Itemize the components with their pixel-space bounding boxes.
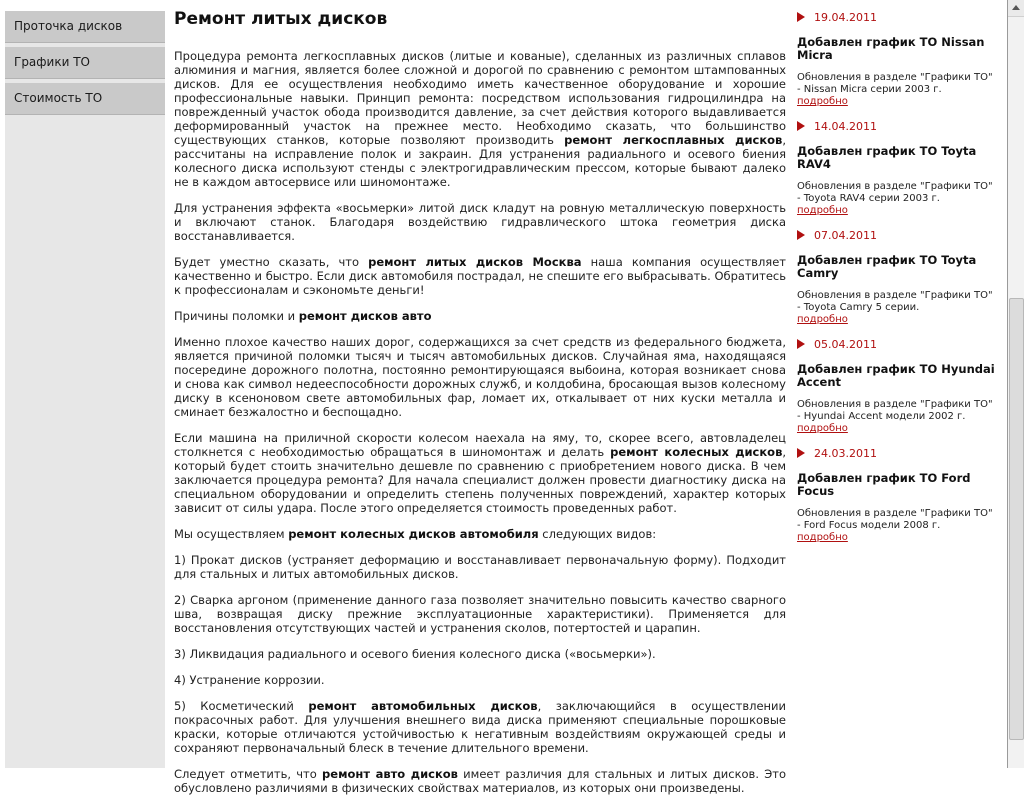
list-item-2: 2) Сварка аргоном (применение данного газа позволяет значительно повысить качество сварного шва, возвращая диску прежние эксплуатационные характеристики). Применяется для восстановления отсутствующих частей и устранения сколов, потертостей и царапин.	[174, 593, 786, 635]
news-date: 07.04.2011	[797, 229, 997, 242]
news-text: Обновления в разделе "Графики ТО" - Ford Focus модели 2008 г.	[797, 508, 993, 531]
triangle-bullet-icon	[797, 12, 805, 22]
news-more-link[interactable]: подробно	[797, 423, 848, 434]
triangle-bullet-icon	[797, 448, 805, 458]
list-item-5: 5) Косметический ремонт автомобильных дисков, заключающийся в осуществлении покрасочных работ. Для улучшения внешнего вида диска применяют специальные порошковые краски, которые отличаются устойчивостью к негативным воздействиям окружающей среды и сохраняют первоначальный блеск в течение длительного времени.	[174, 699, 786, 755]
paragraph-3: Будет уместно сказать, что ремонт литых дисков Москва наша компания осуществляет качественно и быстро. Если диск автомобиля пострадал, не спешите его выбрасывать. Обратитесь к профессионалам и сэкономьте деньги!	[174, 255, 786, 297]
sidebar-item-wheel-turning[interactable]: Проточка дисков	[5, 11, 165, 43]
triangle-bullet-icon	[797, 230, 805, 240]
list-item-1: 1) Прокат дисков (устраняет деформацию и восстанавливает первоначальную форму). Подходит для стальных и литых автомобильных дисков.	[174, 553, 786, 581]
page-title: Ремонт литых дисков	[174, 9, 388, 29]
main-content	[174, 7, 786, 807]
news-text: Обновления в разделе "Графики ТО" - Toyota RAV4 серии 2003 г.	[797, 181, 993, 204]
news-item	[797, 229, 997, 326]
news-item	[797, 338, 997, 435]
sidebar	[5, 11, 165, 768]
news-item	[797, 120, 997, 217]
news-text: Обновления в разделе "Графики ТО" - Hyundai Accent модели 2002 г.	[797, 399, 993, 422]
news-more-link[interactable]: подробно	[797, 532, 848, 543]
paragraph-5: Именно плохое качество наших дорог, содержащихся за счет средств из федерального бюджета, является причиной поломки тысяч и тысяч автомобильных дисков. Случайная яма, находящаяся посередине дорожного полотна, постоянно ремонтирующаяся выбоина, которая возникает снова и снова как символ недееспособности дорожных служб, и колдобина, бросающая вызов колесному диску в ксеноновом свете автомобильных фар, ломает их, откалывает от них куски металла и сминает безжалостно и беспощадно.	[174, 335, 786, 419]
paragraph-7: Мы осуществляем ремонт колесных дисков автомобиля следующих видов:	[174, 527, 657, 541]
news-item	[797, 11, 997, 108]
news-text: Обновления в разделе "Графики ТО" - Nissan Micra серии 2003 г.	[797, 72, 993, 95]
scrollbar-thumb[interactable]	[1009, 298, 1024, 740]
scroll-up-arrow-icon[interactable]	[1008, 0, 1024, 17]
paragraph-1: Процедура ремонта легкосплавных дисков (литые и кованые), сделанных из различных сплавов алюминия и магния, является более сложной и дорогой по сравнению с ремонтом штампованных дисков. Для ее осуществления необходимо иметь качественное оборудование и хорошие профессиональные навыки. Принцип ремонта: посредством использования гидроцилиндра на поврежденный участок обода производится давление, за счет действия которого выдавливается деформированный участок на прежнее место. Необходимо сказать, что большинство существующих станков, которые позволяют производить ремонт легкосплавных дисков, рассчитаны на исправление полок и закраин. Для устранения радиального и осевого биения колесного диска используют стенды с электрогидравлическим прессом, которые бывают далеко не в каждом автосервисе или шиномонтаже.	[174, 49, 786, 189]
news-column	[797, 11, 997, 556]
paragraph-6: Если машина на приличной скорости колесом наехала на яму, то, скорее всего, автовладелец столкнется с необходимостью обращаться в шиномонтаж и делать ремонт колесных дисков, который будет стоить значительно дешевле по сравнению с приобретением нового диска. В чем заключается процедура ремонта? Для начала специалист должен провести диагностику диска на специальном оборудовании и определить степень полученных повреждений, характер которых зависит от силы удара. После этого определяется стоимость проведенных работ.	[174, 431, 786, 515]
sidebar-item-service-cost[interactable]: Стоимость ТО	[5, 83, 165, 115]
sidebar-item-service-schedules[interactable]: Графики ТО	[5, 47, 165, 79]
triangle-bullet-icon	[797, 339, 805, 349]
news-item	[797, 447, 997, 544]
vertical-scrollbar[interactable]	[1008, 0, 1024, 768]
news-date: 19.04.2011	[797, 11, 997, 24]
list-item-3: 3) Ликвидация радиального и осевого биения колесного диска («восьмерки»).	[174, 647, 656, 661]
news-title: Добавлен график ТО Ford Focus	[797, 471, 971, 498]
news-date: 05.04.2011	[797, 338, 997, 351]
news-title: Добавлен график ТО Toyta Camry	[797, 253, 977, 280]
paragraph-last: Следует отметить, что ремонт авто дисков имеет различия для стальных и литых дисков. Это обусловлено различиями в физических свойствах материалов, из которых они произведены.	[174, 767, 786, 795]
list-item-4: 4) Устранение коррозии.	[174, 673, 325, 687]
news-more-link[interactable]: подробно	[797, 314, 848, 325]
news-more-link[interactable]: подробно	[797, 205, 848, 216]
news-date: 14.04.2011	[797, 120, 997, 133]
news-date: 24.03.2011	[797, 447, 997, 460]
news-title: Добавлен график ТО Nissan Micra	[797, 35, 985, 62]
paragraph-2: Для устранения эффекта «восьмерки» литой диск кладут на ровную металлическую поверхность и включают станок. Благодаря воздействию гидравлического штока геометрия диска восстанавливается.	[174, 201, 786, 243]
news-text: Обновления в разделе "Графики ТО" - Toyota Camry 5 серии.	[797, 290, 993, 313]
news-more-link[interactable]: подробно	[797, 96, 848, 107]
paragraph-4: Причины поломки и ремонт дисков авто	[174, 309, 432, 323]
triangle-bullet-icon	[797, 121, 805, 131]
news-title: Добавлен график ТО Hyundai Accent	[797, 362, 995, 389]
news-title: Добавлен график ТО Toyta RAV4	[797, 144, 977, 171]
